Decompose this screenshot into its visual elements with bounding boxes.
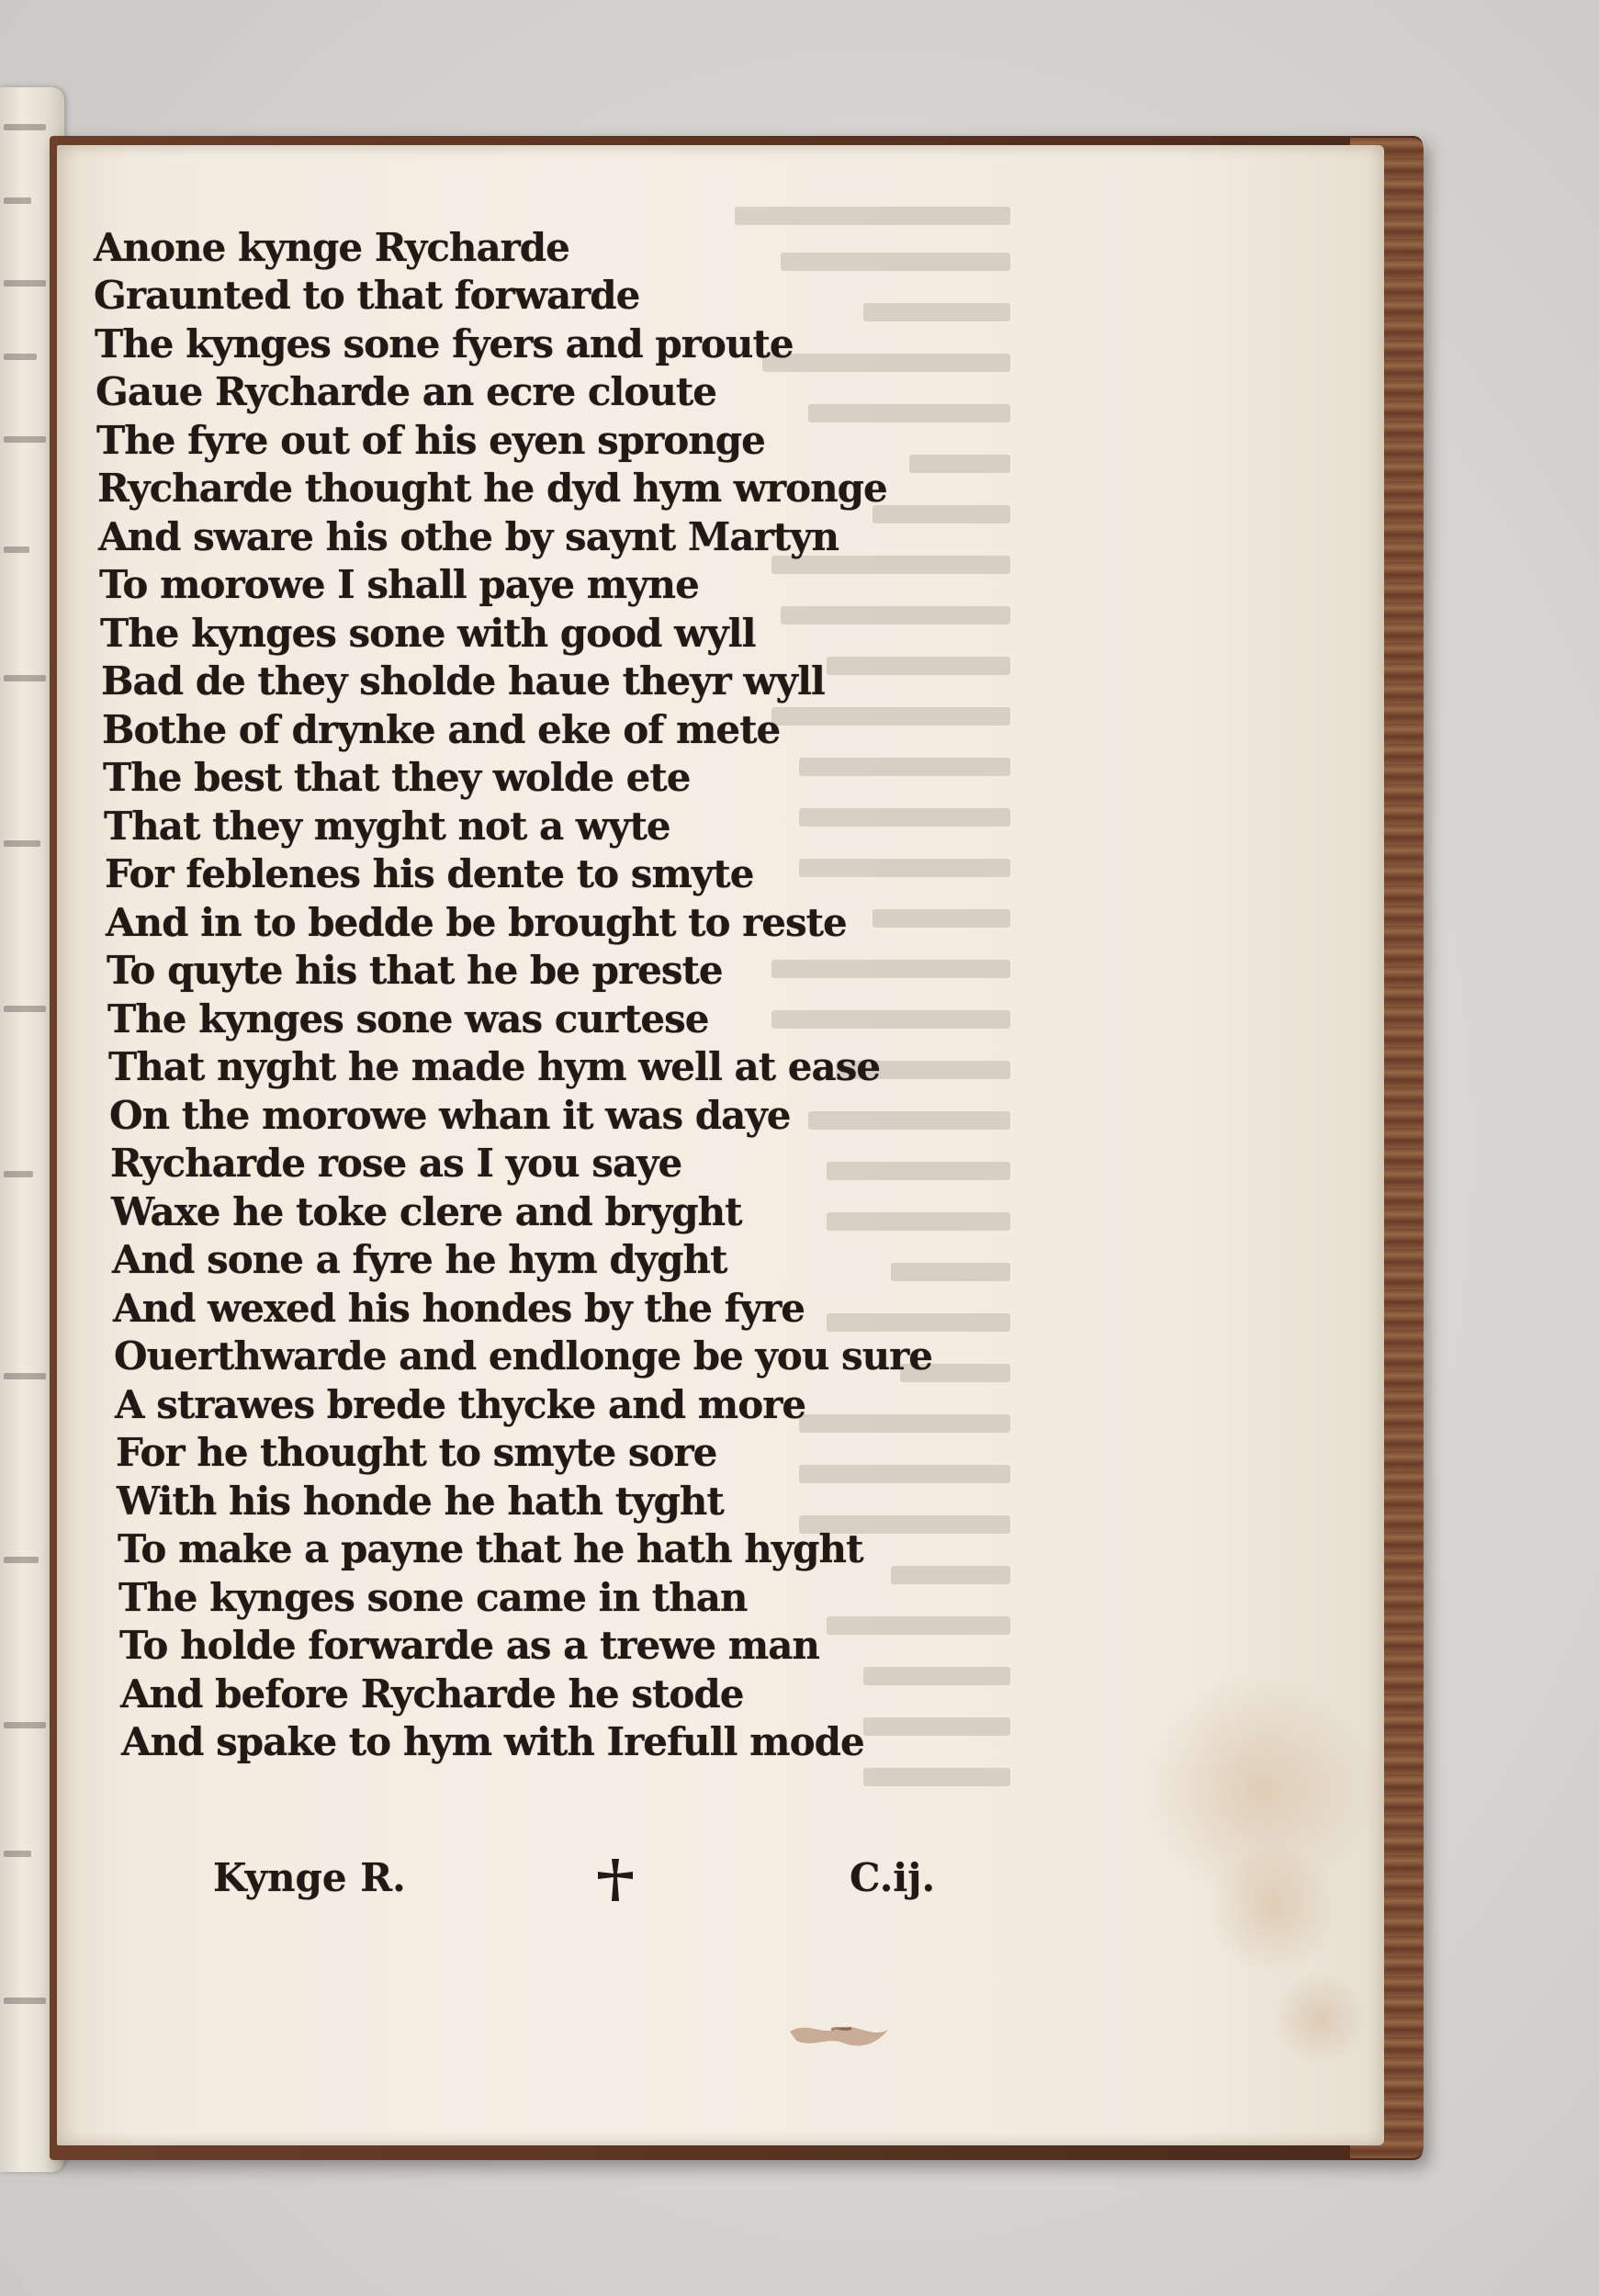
verse-line: And sone a fyre he hym dyght — [112, 1237, 727, 1282]
cross-ornament-icon — [594, 1857, 636, 1903]
paper-stain — [785, 2011, 895, 2057]
verse-line: The kynges sone was curtese — [107, 996, 709, 1041]
signature-mark: C.ij. — [850, 1855, 936, 1900]
verse-line: And sware his othe by saynt Martyn — [98, 514, 839, 559]
verse-line: The kynges sone fyers and proute — [95, 321, 794, 366]
verse-line: Anone kynge Rycharde — [94, 225, 569, 270]
verse-line: With his honde he hath tyght — [117, 1479, 724, 1524]
verse-line: Bothe of drynke and eke of mete — [102, 707, 781, 752]
verse-line: To make a payne that he hath hyght — [118, 1526, 863, 1571]
verse-line: A strawes brede thycke and more — [115, 1382, 806, 1427]
verse-line: The kynges sone came in than — [118, 1575, 748, 1620]
verse-line: Gaue Rycharde an ecre cloute — [96, 369, 717, 414]
verse-line: On the morowe whan it was daye — [109, 1093, 791, 1138]
verse-line: Rycharde rose as I you saye — [110, 1141, 682, 1186]
verse-line: Bad de they sholde haue theyr wyll — [101, 658, 825, 703]
verse-line: For he thought to smyte sore — [116, 1430, 717, 1475]
verse-line: To holde forwarde as a trewe man — [119, 1623, 819, 1668]
verse-line: The best that they wolde ete — [103, 755, 691, 800]
verse-line: The fyre out of his eyen spronge — [96, 418, 765, 463]
verse-line: To morowe I shall paye myne — [99, 562, 699, 607]
catchword: Kynge R. — [213, 1855, 406, 1900]
verse-line: Rycharde thought he dyd hym wronge — [97, 466, 887, 511]
verse-line: And in to bedde be brought to reste — [106, 900, 847, 945]
verse-line: Graunted to that forwarde — [94, 273, 640, 318]
verse-line: To quyte his that he be preste — [107, 948, 723, 993]
verse-line: The kynges sone with good wyll — [100, 611, 756, 656]
verse-line: Ouerthwarde and endlonge be you sure — [114, 1334, 933, 1379]
verse-line: That they myght not a wyte — [104, 804, 670, 849]
verse-line: For feblenes his dente to smyte — [105, 851, 754, 896]
verse-line: And spake to hym with Irefull mode — [121, 1719, 864, 1764]
verse-line: And wexed his hondes by the fyre — [113, 1286, 805, 1331]
verse-line: And before Rycharde he stode — [120, 1671, 744, 1716]
verse-line: That nyght he made hym well at ease — [108, 1044, 881, 1089]
verse-line: Waxe he toke clere and bryght — [111, 1189, 742, 1234]
